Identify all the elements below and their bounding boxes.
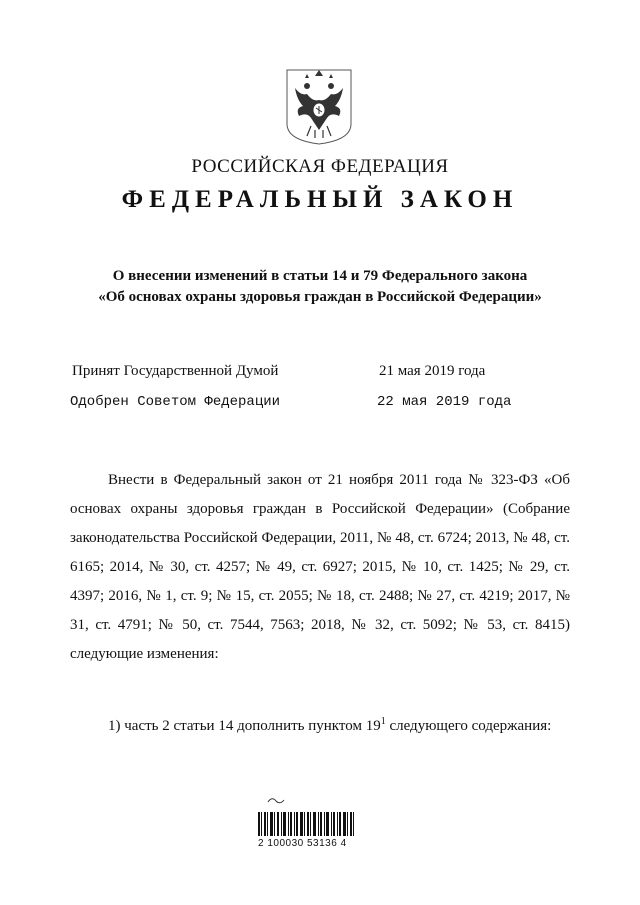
law-title bbox=[60, 266, 580, 308]
amendment-item-1-text: 1) часть 2 статьи 14 дополнить пунктом 19 bbox=[108, 718, 381, 734]
council-approval-date: 22 мая 2019 года bbox=[377, 394, 512, 410]
country-name: РОССИЙСКАЯ ФЕДЕРАЦИЯ bbox=[191, 156, 449, 177]
law-body bbox=[70, 466, 570, 669]
intro-paragraph: Внести в Федеральный закон от 21 ноября 2011 года № 323-ФЗ «Об основах охраны здоровья граждан в Российской Федерации» (Собрание законодательства Российской Федерации, 2011, № 48, ст. 6724; 2013, № 48, ст. 6165; 2014, № 30, ст. 4257; № 49, ст. 6927; 2015, № 10, ст. 1425; № 29, ст. 4397; 2016, № 1, ст. 9; № 15, ст. 2055; № 18, ст. 2488; № 27, ст. 4219; 2017, № 31, ст. 4791; № 50, ст. 7544, 7563; 2018, № 32, ст. 5092; № 53, ст. 8415) следующие изменения: bbox=[70, 472, 570, 662]
law-title-line-1: О внесении изменений в статьи 14 и 79 Федерального закона bbox=[112, 268, 528, 284]
amendment-item-1-superscript: 1 bbox=[380, 716, 386, 727]
amendment-item-1 bbox=[108, 716, 551, 735]
document-type: ФЕДЕРАЛЬНЫЙ ЗАКОН bbox=[121, 186, 519, 213]
law-title-line-2: «Об основах охраны здоровья граждан в Российской Федерации» bbox=[98, 289, 542, 305]
double-headed-eagle-emblem-icon bbox=[285, 66, 353, 146]
council-approval-label: Одобрен Советом Федерации bbox=[70, 394, 281, 410]
duma-adoption-label: Принят Государственной Думой bbox=[72, 363, 279, 379]
duma-adoption-date: 21 мая 2019 года bbox=[379, 363, 486, 379]
barcode-number: 2 100030 53136 4 bbox=[258, 838, 347, 849]
amendment-item-1-text-end: следующего содержания: bbox=[385, 718, 552, 734]
